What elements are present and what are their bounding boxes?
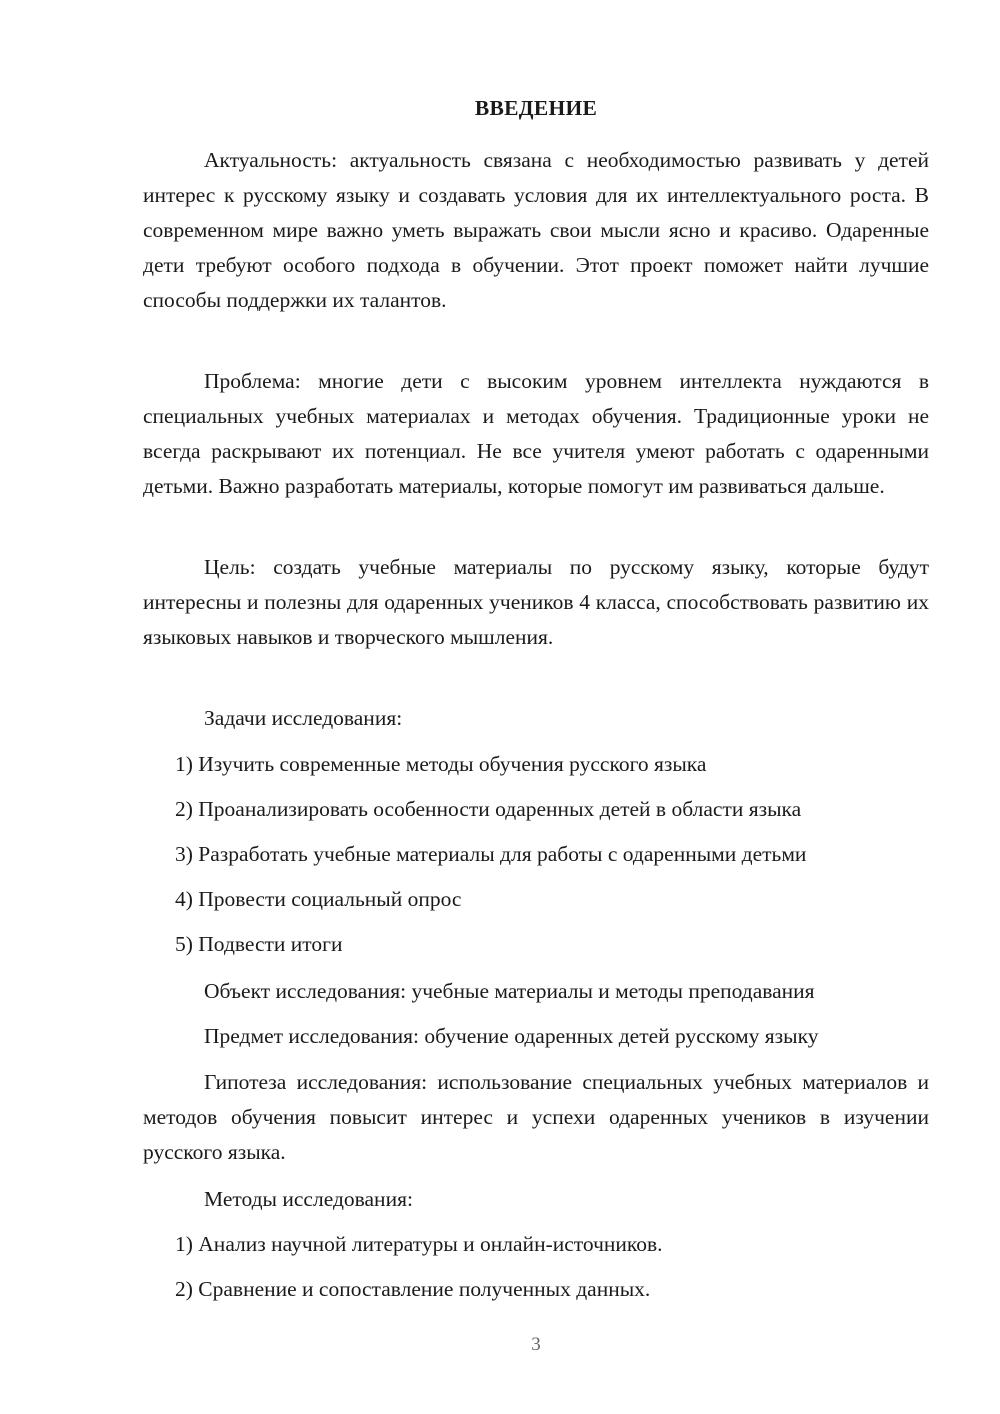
task-item: 1) Изучить современные методы обучения русского языка [175,752,707,776]
task-item: 4) Провести социальный опрос [175,887,462,911]
research-object: Объект исследования: учебные материалы и методы преподавания [204,979,815,1003]
problem-paragraph: Проблема: многие дети с высоким уровнем интеллекта нуждаются в специальных учебных материалах и методах обучения. Традиционные уроки не всегда раскрывают их потенциал. Не все учителя умеют работать с одаренными детьми. Важно разработать материалы, которые помогут им развиваться дальше. [143,369,929,498]
task-item: 3) Разработать учебные материалы для работы с одаренными детьми [175,842,807,866]
task-item: 5) Подвести итоги [175,932,343,956]
research-subject: Предмет исследования: обучение одаренных детей русскому языку [204,1024,819,1048]
page-title: ВВЕДЕНИЕ [474,96,598,120]
tasks-heading: Задачи исследования: [204,706,403,730]
methods-heading: Методы исследования: [204,1187,413,1211]
method-item: 1) Анализ научной литературы и онлайн-источников. [175,1232,663,1256]
relevance-paragraph: Актуальность: актуальность связана с необходимостью развивать у детей интерес к русскому языку и создавать условия для их интеллектуального роста. В современном мире важно уметь выражать свои мысли ясно и красиво. Одаренные дети требуют особого подхода в обучении. Этот проект поможет найти лучшие способы поддержки их талантов. [143,148,929,312]
page-number: 3 [531,1334,541,1355]
task-item: 2) Проанализировать особенности одаренных детей в области языка [175,797,802,821]
goal-paragraph: Цель: создать учебные материалы по русскому языку, которые будут интересны и полезны для одаренных учеников 4 класса, способствовать развитию их языковых навыков и творческого мышления. [143,555,929,649]
hypothesis-paragraph: Гипотеза исследования: использование специальных учебных материалов и методов обучения повысит интерес и успехи одаренных учеников в изучении русского языка. [143,1070,929,1164]
method-item: 2) Сравнение и сопоставление полученных данных. [175,1277,651,1301]
